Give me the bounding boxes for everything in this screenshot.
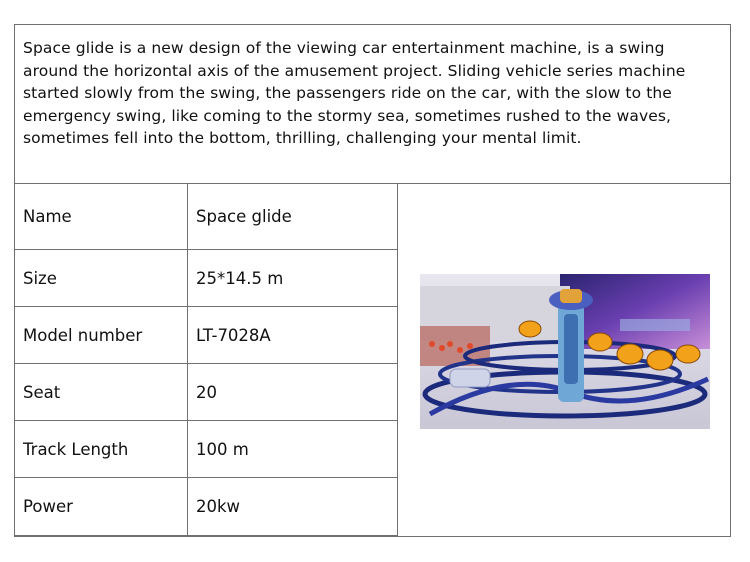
spec-value: Space glide [196, 207, 292, 226]
spec-value: 20kw [196, 497, 241, 516]
spec-key: Name [15, 184, 188, 249]
product-description: Space glide is a new design of the viewing car entertainment machine, is a swing around the horizontal axis of the amusement project. Sliding vehicle series machine started slowly from the swing, the passengers ride on the car, with the slow to the emergency swing, like coming to the stormy sea, sometimes rushed to the waves, sometimes fell into the bottom, thrilling, challenging your mental limit. [15, 25, 730, 184]
spec-key: Power [15, 478, 188, 535]
spec-key: Seat [15, 364, 188, 420]
spec-row-name [15, 184, 397, 250]
spec-sheet [14, 24, 731, 537]
spec-key: Model number [15, 307, 188, 363]
spec-row-power [15, 478, 397, 536]
space-glide-ride-photo [420, 274, 710, 429]
spec-row-seat [15, 364, 397, 421]
spec-key: Track Length [15, 421, 188, 477]
photo-cell [397, 184, 730, 536]
spec-row-track-length [15, 421, 397, 478]
spec-value: 100 m [196, 439, 249, 459]
spec-value: LT-7028A [196, 325, 271, 345]
spec-value: 20 [196, 382, 217, 402]
spec-key: Size [15, 250, 188, 306]
spec-value: 25*14.5 m [196, 268, 284, 288]
spec-row-size [15, 250, 397, 307]
spec-row-model-number [15, 307, 397, 364]
